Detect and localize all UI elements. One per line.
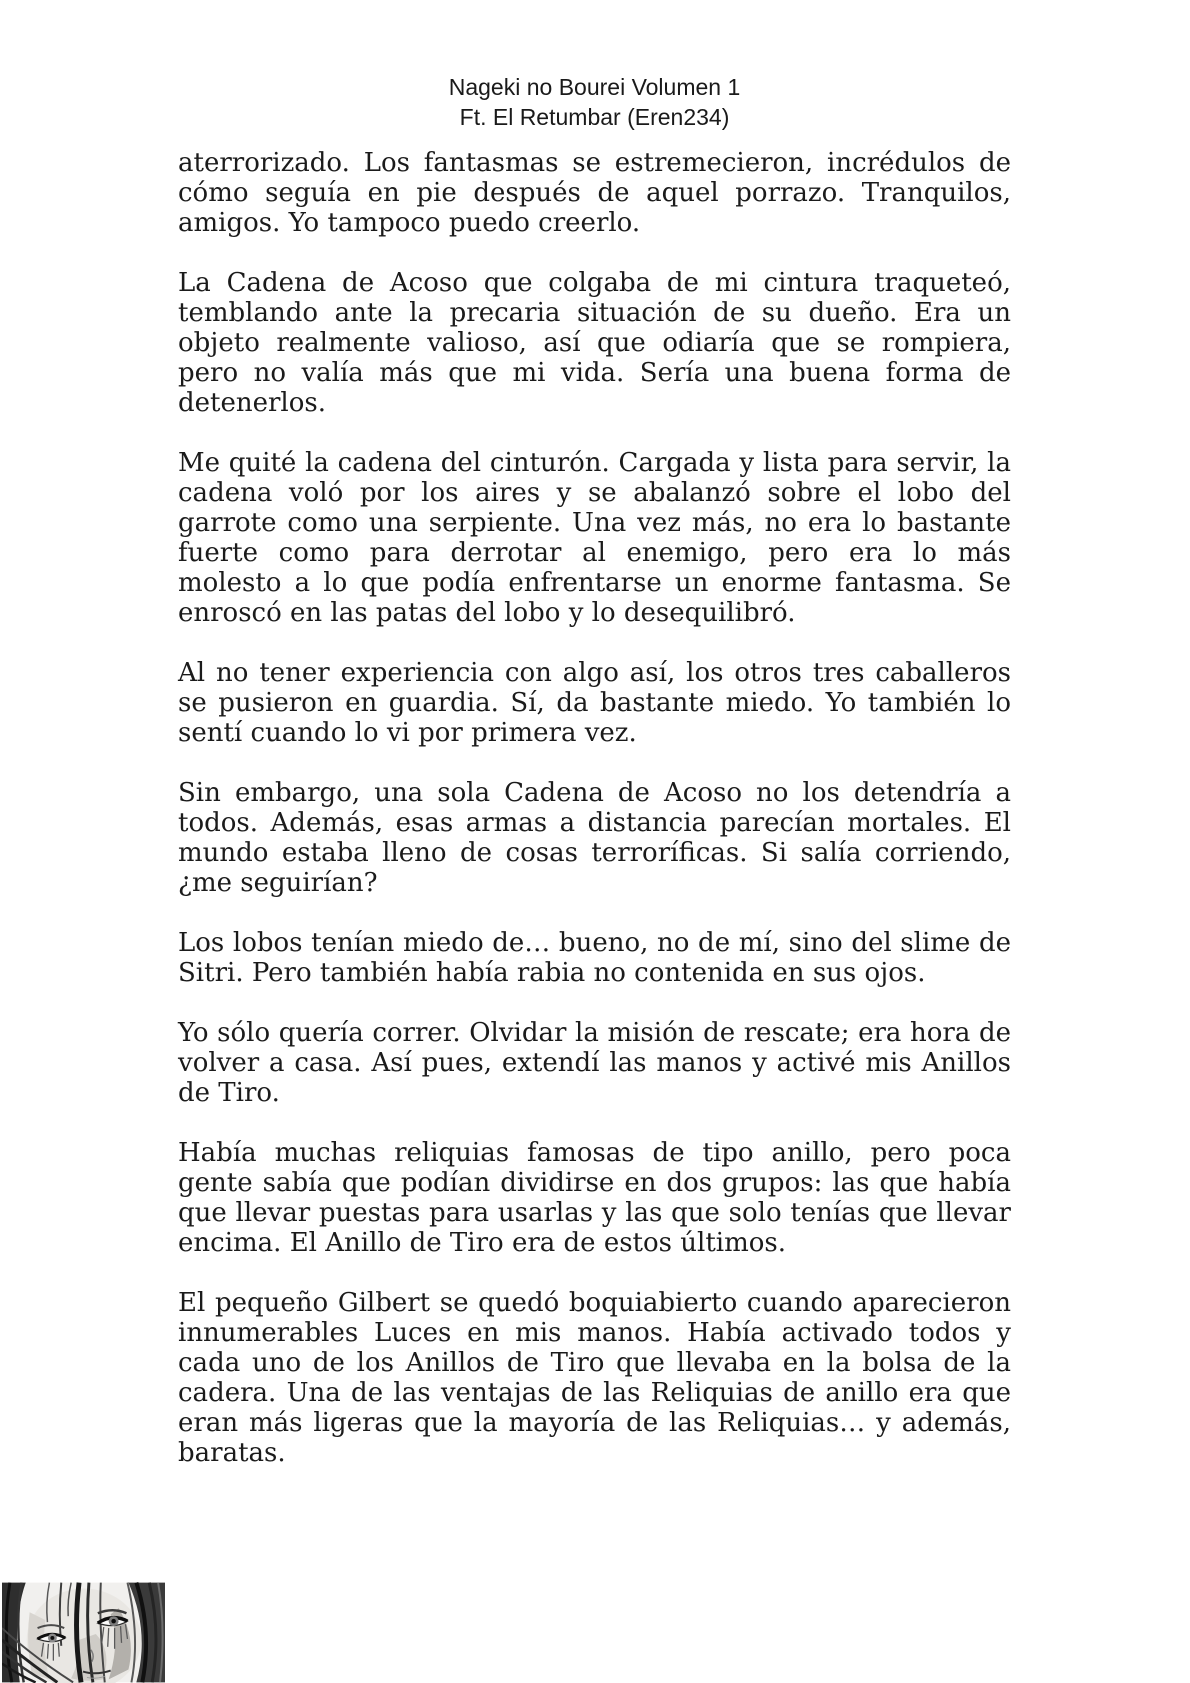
manga-face-illustration [2,1582,165,1683]
document-header [178,72,1011,132]
paragraph: Había muchas reliquias famosas de tipo anillo, pero poca gente sabía que podían dividirse en dos grupos: las que había que llevar puestas para usarlas y las que solo tenías que llevar encima. El Anillo de Tiro era de estos últimos. [178,1138,1011,1258]
paragraph: Al no tener experiencia con algo así, los otros tres caballeros se pusieron en guardia. Sí, da bastante miedo. Yo también lo sentí cuando lo vi por primera vez. [178,658,1011,748]
paragraph: El pequeño Gilbert se quedó boquiabierto cuando aparecieron innumerables Luces en mis manos. Había activado todos y cada uno de los Anillos de Tiro que llevaba en la bolsa de la cadera. Una de las ventajas de las Reliquias de anillo era que eran más ligeras que la mayoría de las Reliquias… y además, baratas. [178,1288,1011,1468]
paragraph: Sin embargo, una sola Cadena de Acoso no los detendría a todos. Además, esas armas a distancia parecían mortales. El mundo estaba lleno de cosas terroríficas. Si salía corriendo, ¿me seguirían? [178,778,1011,898]
paragraph: Yo sólo quería correr. Olvidar la misión de rescate; era hora de volver a casa. Así pues, extendí las manos y activé mis Anillos de Tiro. [178,1018,1011,1108]
paragraph: La Cadena de Acoso que colgaba de mi cintura traqueteó, temblando ante la precaria situación de su dueño. Era un objeto realmente valioso, así que odiaría que se rompiera, pero no valía más que mi vida. Sería una buena forma de detenerlos. [178,268,1011,418]
paragraph: Los lobos tenían miedo de… bueno, no de mí, sino del slime de Sitri. Pero también había rabia no contenida en sus ojos. [178,928,1011,988]
document-subtitle: Ft. El Retumbar (Eren234) [459,104,730,130]
document-body [178,148,1011,1498]
paragraph: Me quité la cadena del cinturón. Cargada y lista para servir, la cadena voló por los aires y se abalanzó sobre el lobo del garrote como una serpiente. Una vez más, no era lo bastante fuerte como para derrotar al enemigo, pero era lo más molesto a lo que podía enfrentarse un enorme fantasma. Se enroscó en las patas del lobo y lo desequilibró. [178,448,1011,628]
manga-face-drawing [2,1582,165,1683]
document-title: Nageki no Bourei Volumen 1 [448,74,741,100]
paragraph: aterrorizado. Los fantasmas se estremecieron, incrédulos de cómo seguía en pie después de aquel porrazo. Tranquilos, amigos. Yo tampoco puedo creerlo. [178,148,1011,238]
